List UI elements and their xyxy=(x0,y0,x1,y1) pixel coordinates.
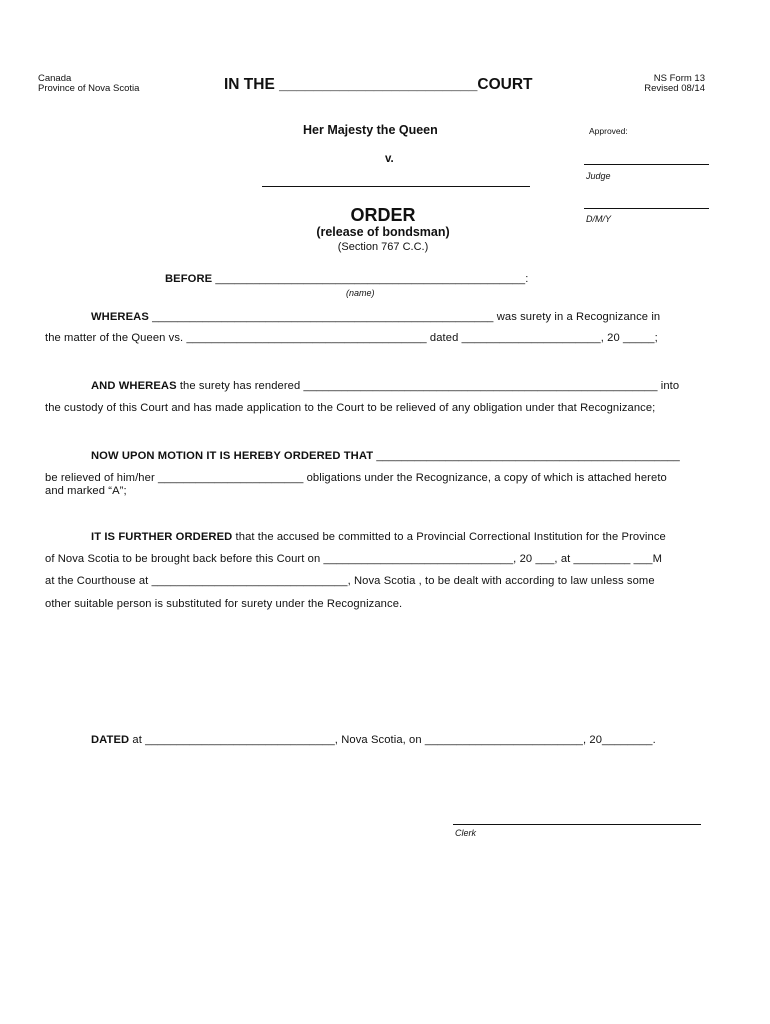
whereas-label: WHEREAS xyxy=(91,311,149,323)
before-line xyxy=(165,273,528,285)
and-whereas-line-1 xyxy=(91,380,679,392)
further-line-1 xyxy=(91,531,666,543)
further-text-1: that the accused be committed to a Provincial Correctional Institution for the Province xyxy=(232,531,666,543)
country-label: Canada xyxy=(38,73,72,84)
further-line-4: other suitable person is substituted for surety under the Recognizance. xyxy=(45,598,403,610)
approved-label: Approved: xyxy=(589,126,628,136)
before-blank: _________________________________________________: xyxy=(212,273,529,285)
accused-name-line xyxy=(262,186,530,187)
before-label: BEFORE xyxy=(165,273,213,285)
now-upon-line-2: be relieved of him/her _______________________ obligations under the Recognizance, a copy of which is attached hereto xyxy=(45,472,667,484)
name-hint: (name) xyxy=(346,288,375,298)
clerk-label: Clerk xyxy=(455,828,477,838)
further-line-3: at the Courthouse at _______________________________, Nova Scotia , to be dealt with according to law unless some xyxy=(45,575,655,587)
statute-section: (Section 767 C.C.) xyxy=(337,241,429,253)
court-title: IN THE _______________________COURT xyxy=(224,76,533,93)
and-whereas-text-1: the surety has rendered ________________________________________________________ into xyxy=(176,380,680,392)
judge-signature-line xyxy=(584,164,709,165)
order-subtitle: (release of bondsman) xyxy=(316,225,450,239)
date-format-label: D/M/Y xyxy=(586,214,612,224)
dated-text: at ______________________________, Nova Scotia, on _________________________, 20________. xyxy=(129,734,656,746)
further-line-2: of Nova Scotia to be brought back before this Court on ______________________________, 20 ___, at _________ ___M xyxy=(45,553,663,565)
and-whereas-label: AND WHEREAS xyxy=(91,380,177,392)
now-upon-line-1 xyxy=(91,450,680,462)
dated-line xyxy=(91,734,656,746)
whereas-line-2: the matter of the Queen vs. ______________________________________ dated ______________________, 20 _____; xyxy=(45,332,658,344)
order-title: ORDER xyxy=(350,205,416,225)
clerk-signature-line xyxy=(453,824,701,825)
now-upon-label: NOW UPON MOTION IT IS HEREBY ORDERED THAT xyxy=(91,450,374,462)
revision-date: Revised 08/14 xyxy=(644,83,705,94)
versus-label: v. xyxy=(385,153,394,165)
judge-label: Judge xyxy=(586,171,611,181)
now-upon-text-1: ________________________________________________ xyxy=(373,450,680,462)
whereas-line-1 xyxy=(91,311,660,323)
now-upon-line-3: and marked “A”; xyxy=(45,485,127,497)
province-label: Province of Nova Scotia xyxy=(38,83,140,94)
whereas-text-1: ______________________________________________________ was surety in a Recognizance in xyxy=(148,311,661,323)
further-label: IT IS FURTHER ORDERED xyxy=(91,531,233,543)
form-number: NS Form 13 xyxy=(653,73,705,84)
dated-label: DATED xyxy=(91,734,130,746)
crown-party: Her Majesty the Queen xyxy=(303,123,438,137)
and-whereas-line-2: the custody of this Court and has made application to the Court to be relieved of any obligation under that Recognizance; xyxy=(45,402,656,414)
